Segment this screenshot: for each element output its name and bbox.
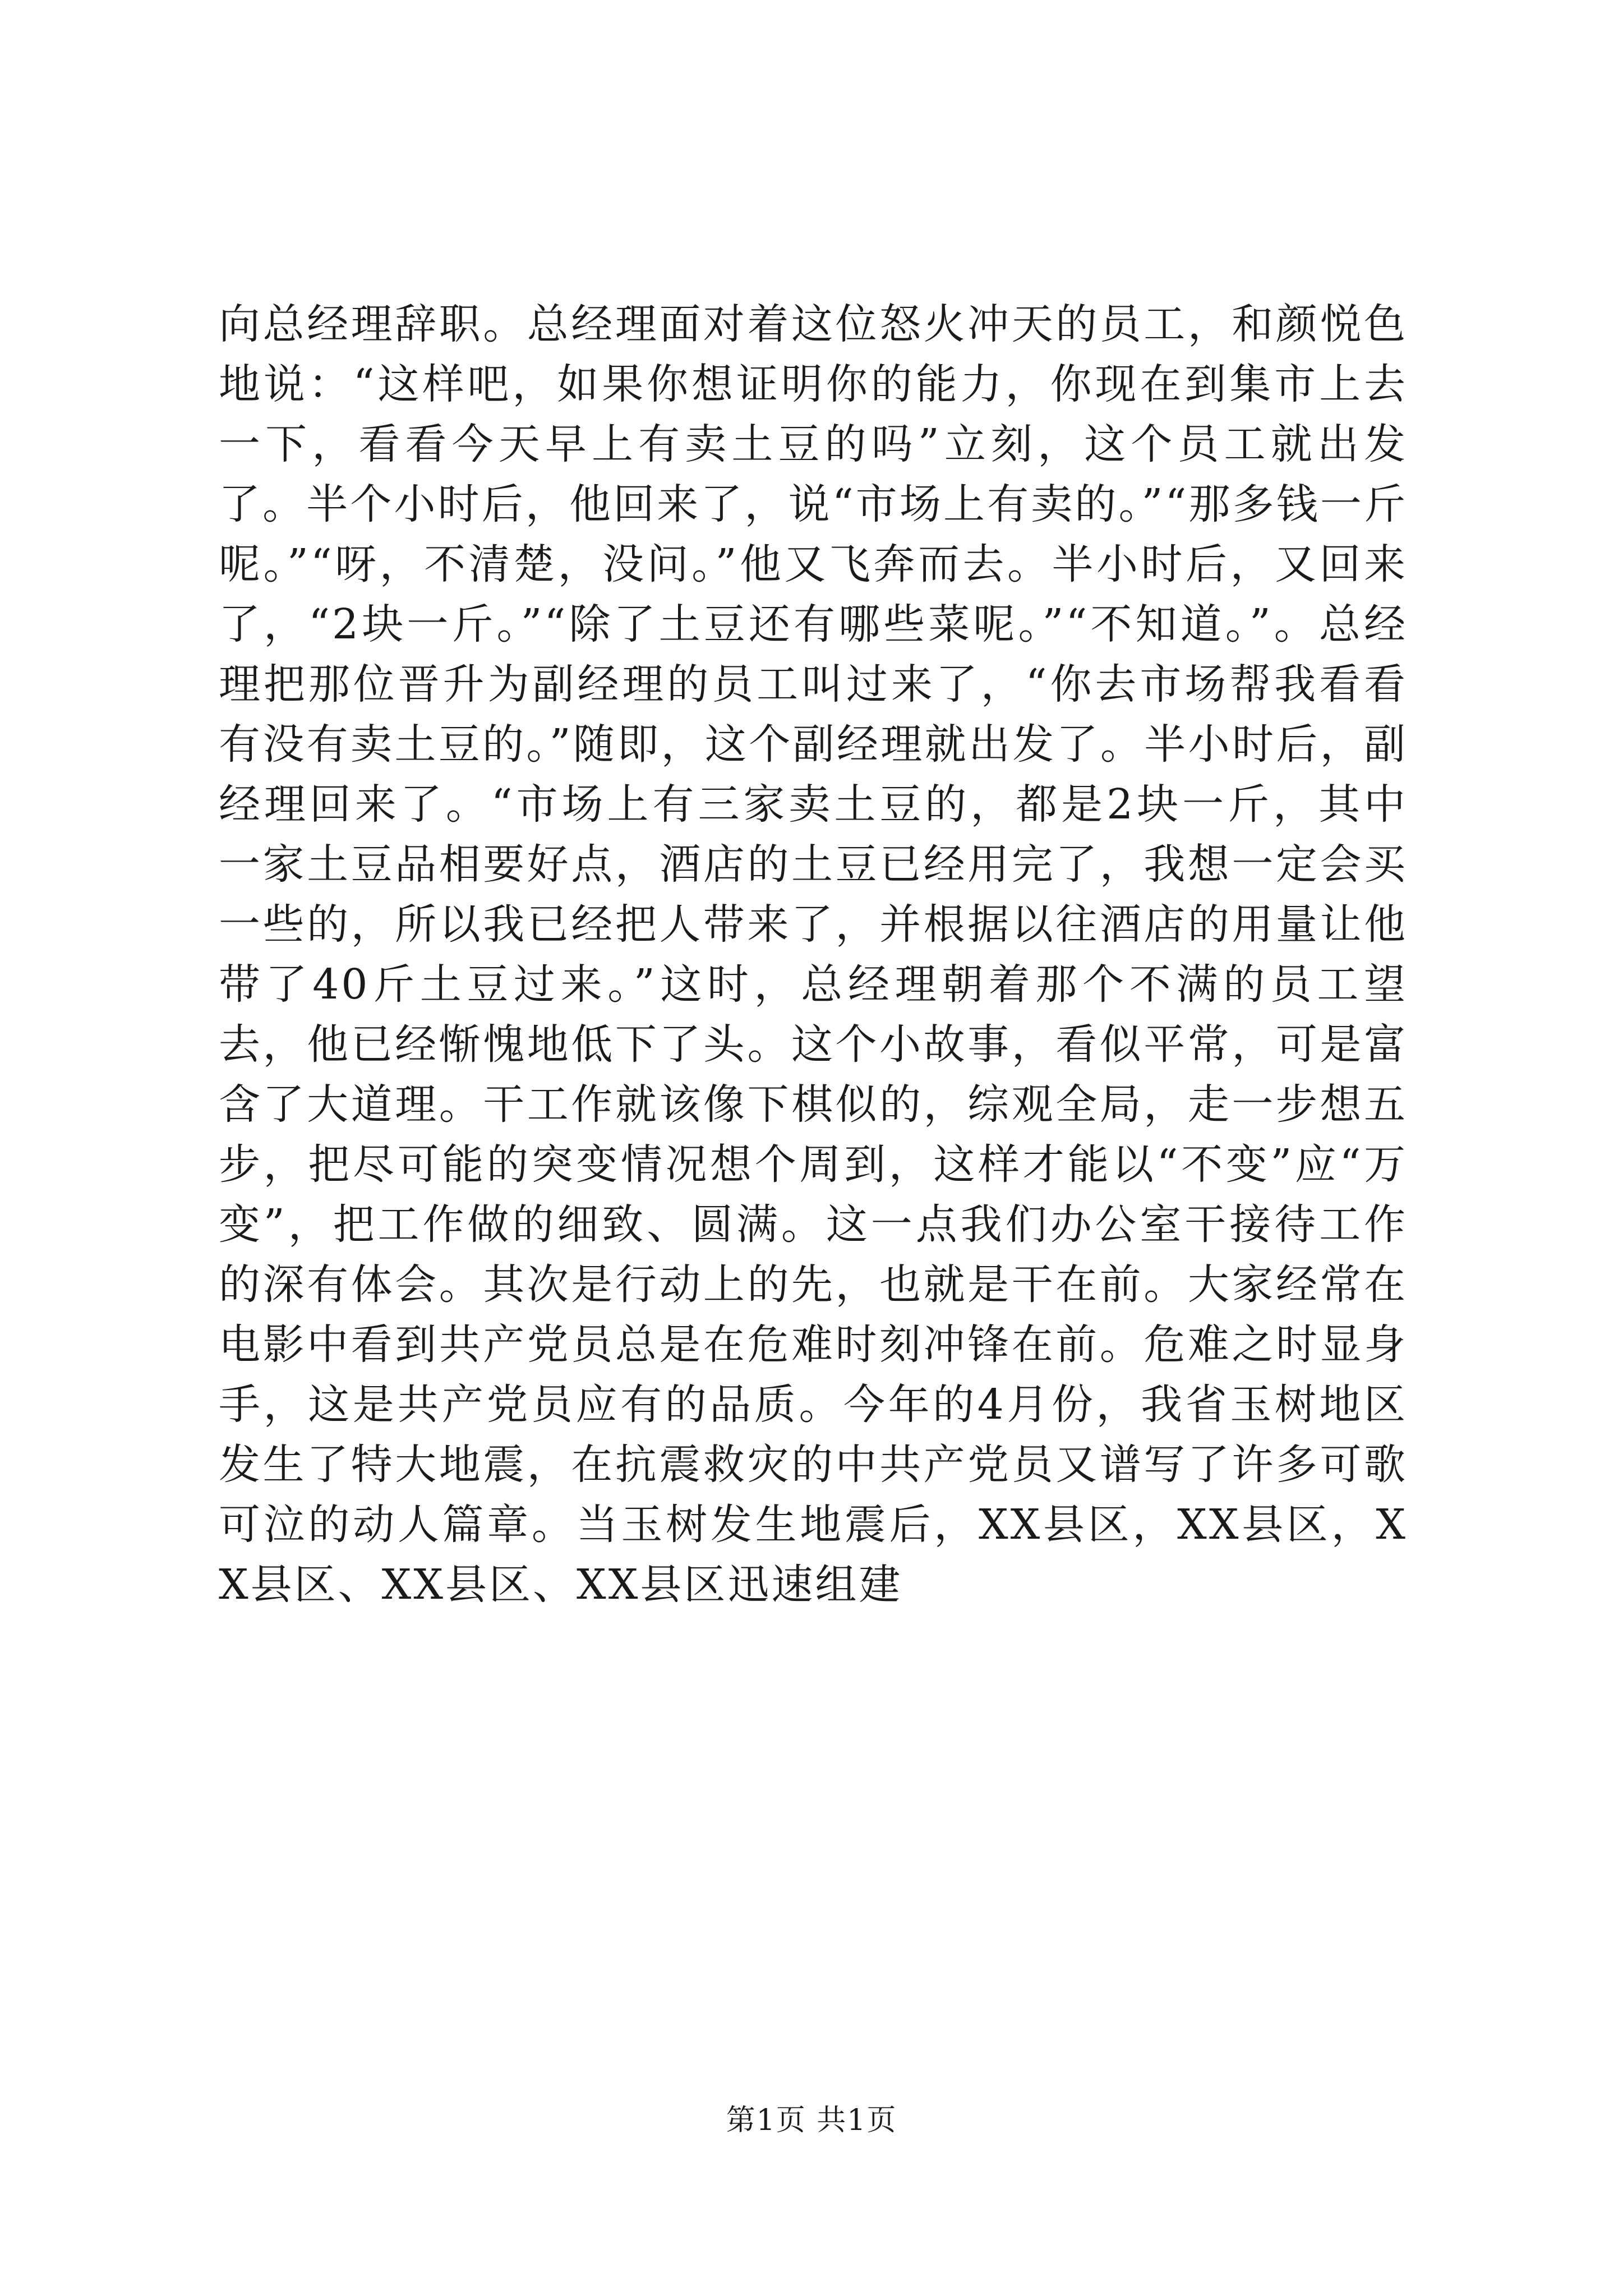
page-number-footer: 第1页 共1页	[726, 2104, 897, 2137]
body-paragraph: 向总经理辞职。总经理面对着这位怒火冲天的员工，和颜悦色地说：“这样吧，如果你想证明你的能力，你现在到集市上去一下，看看今天早上有卖土豆的吗”立刻，这个员工就出发了。半个小时后，他回来了，说“市场上有卖的。”“那多钱一斤呢。”“呀，不清楚，没问。”他又飞奔而去。半小时后，又回来了，“2块一斤。”“除了土豆还有哪些菜呢。”“不知道。”。总经理把那位晋升为副经理的员工叫过来了，“你去市场帮我看看有没有卖土豆的。”随即，这个副经理就出发了。半小时后，副经理回来了。“市场上有三家卖土豆的，都是2块一斤，其中一家土豆品相要好点，酒店的土豆已经用完了，我想一定会买一些的，所以我已经把人带来了，并根据以往酒店的用量让他带了40斤土豆过来。”这时，总经理朝着那个不满的员工望去，他已经惭愧地低下了头。这个小故事，看似平常，可是富含了大道理。干工作就该像下棋似的，综观全局，走一步想五步，把尽可能的突变情况想个周到，这样才能以“不变”应“万变”，把工作做的细致、圆满。这一点我们办公室干接待工作的深有体会。其次是行动上的先，也就是干在前。大家经常在电影中看到共产党员总是在危难时刻冲锋在前。危难之时显身手，这是共产党员应有的品质。今年的4月份，我省玉树地区发生了特大地震，在抗震救灾的中共产党员又谱写了许多可歌可泣的动人篇章。当玉树发生地震后，XX县区，XX县区，XX县区、XX县区、XX县区迅速组建	[219, 300, 1408, 1609]
